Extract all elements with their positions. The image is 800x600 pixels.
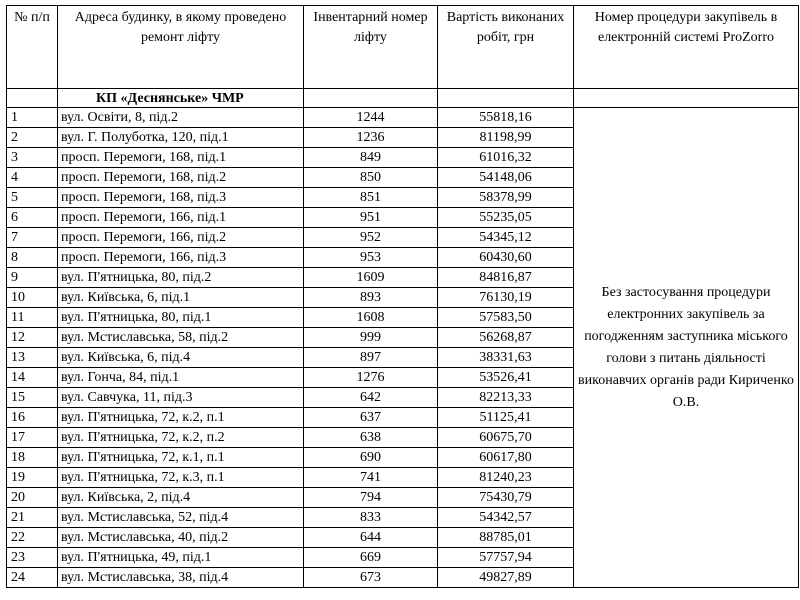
group-label: КП «Деснянське» ЧМР: [58, 89, 304, 108]
row-cost: 51125,41: [438, 408, 574, 428]
row-inventory-number: 642: [304, 388, 438, 408]
row-inventory-number: 741: [304, 468, 438, 488]
row-inventory-number: 638: [304, 428, 438, 448]
row-address: вул. П'ятницька, 72, к.2, п.1: [58, 408, 304, 428]
row-inventory-number: 1236: [304, 128, 438, 148]
row-address: вул. Мстиславська, 40, під.2: [58, 528, 304, 548]
group-empty-cell: [438, 89, 574, 108]
row-inventory-number: 690: [304, 448, 438, 468]
row-inventory-number: 669: [304, 548, 438, 568]
row-cost: 55818,16: [438, 108, 574, 128]
row-cost: 57583,50: [438, 308, 574, 328]
row-number: 21: [7, 508, 58, 528]
row-number: 15: [7, 388, 58, 408]
row-number: 9: [7, 268, 58, 288]
header-row: [7, 6, 799, 89]
row-cost: 56268,87: [438, 328, 574, 348]
row-number: 23: [7, 548, 58, 568]
row-inventory-number: 1608: [304, 308, 438, 328]
row-number: 19: [7, 468, 58, 488]
header-num: № п/п: [7, 6, 58, 89]
row-cost: 88785,01: [438, 528, 574, 548]
row-address: просп. Перемоги, 168, під.1: [58, 148, 304, 168]
row-cost: 60675,70: [438, 428, 574, 448]
row-number: 18: [7, 448, 58, 468]
row-address: вул. Мстиславська, 38, під.4: [58, 568, 304, 588]
row-cost: 53526,41: [438, 368, 574, 388]
row-inventory-number: 849: [304, 148, 438, 168]
row-cost: 61016,32: [438, 148, 574, 168]
row-number: 22: [7, 528, 58, 548]
row-cost: 38331,63: [438, 348, 574, 368]
row-number: 14: [7, 368, 58, 388]
row-inventory-number: 893: [304, 288, 438, 308]
row-inventory-number: 952: [304, 228, 438, 248]
row-cost: 81198,99: [438, 128, 574, 148]
row-address: вул. Мстиславська, 58, під.2: [58, 328, 304, 348]
row-address: вул. П'ятницька, 72, к.1, п.1: [58, 448, 304, 468]
table-row: [7, 108, 799, 128]
row-address: вул. Київська, 6, під.4: [58, 348, 304, 368]
header-address: Адреса будинку, в якому проведено ремонт ліфту: [58, 6, 304, 89]
procedure-note: Без застосування процедури електронних закупівель за погодженням заступника міського голови з питань діяльності виконавчих органів ради Кириченко О.В.: [574, 108, 799, 588]
row-cost: 60617,80: [438, 448, 574, 468]
row-address: просп. Перемоги, 166, під.3: [58, 248, 304, 268]
row-cost: 57757,94: [438, 548, 574, 568]
row-address: вул. Гонча, 84, під.1: [58, 368, 304, 388]
header-inventory: Інвентарний номер ліфту: [304, 6, 438, 89]
header-procedure: Номер процедури закупівель в електронній системі ProZorro: [574, 6, 799, 89]
row-address: просп. Перемоги, 168, під.3: [58, 188, 304, 208]
row-cost: 82213,33: [438, 388, 574, 408]
row-number: 7: [7, 228, 58, 248]
row-inventory-number: 673: [304, 568, 438, 588]
row-cost: 75430,79: [438, 488, 574, 508]
row-inventory-number: 644: [304, 528, 438, 548]
row-inventory-number: 850: [304, 168, 438, 188]
row-inventory-number: 897: [304, 348, 438, 368]
row-inventory-number: 1609: [304, 268, 438, 288]
row-inventory-number: 953: [304, 248, 438, 268]
row-cost: 58378,99: [438, 188, 574, 208]
row-address: вул. П'ятницька, 49, під.1: [58, 548, 304, 568]
row-cost: 76130,19: [438, 288, 574, 308]
row-address: вул. Г. Полуботка, 120, під.1: [58, 128, 304, 148]
row-address: вул. Київська, 2, під.4: [58, 488, 304, 508]
row-number: 5: [7, 188, 58, 208]
row-cost: 54342,57: [438, 508, 574, 528]
row-number: 12: [7, 328, 58, 348]
row-address: просп. Перемоги, 166, під.2: [58, 228, 304, 248]
row-number: 3: [7, 148, 58, 168]
row-address: вул. Савчука, 11, під.3: [58, 388, 304, 408]
row-address: вул. Мстиславська, 52, під.4: [58, 508, 304, 528]
row-cost: 60430,60: [438, 248, 574, 268]
row-cost: 84816,87: [438, 268, 574, 288]
row-number: 24: [7, 568, 58, 588]
row-inventory-number: 833: [304, 508, 438, 528]
row-cost: 81240,23: [438, 468, 574, 488]
repairs-table: [6, 5, 799, 588]
row-inventory-number: 1276: [304, 368, 438, 388]
row-number: 13: [7, 348, 58, 368]
row-number: 8: [7, 248, 58, 268]
row-address: вул. Освіти, 8, під.2: [58, 108, 304, 128]
row-address: вул. П'ятницька, 80, під.1: [58, 308, 304, 328]
table-body: [7, 89, 799, 588]
row-number: 4: [7, 168, 58, 188]
row-address: просп. Перемоги, 168, під.2: [58, 168, 304, 188]
row-address: просп. Перемоги, 166, під.1: [58, 208, 304, 228]
row-inventory-number: 794: [304, 488, 438, 508]
row-inventory-number: 951: [304, 208, 438, 228]
row-address: вул. Київська, 6, під.1: [58, 288, 304, 308]
row-address: вул. П'ятницька, 72, к.3, п.1: [58, 468, 304, 488]
row-number: 2: [7, 128, 58, 148]
row-cost: 54345,12: [438, 228, 574, 248]
group-empty-cell: [7, 89, 58, 108]
row-number: 10: [7, 288, 58, 308]
row-inventory-number: 999: [304, 328, 438, 348]
row-number: 6: [7, 208, 58, 228]
header-cost: Вартість виконаних робіт, грн: [438, 6, 574, 89]
row-cost: 55235,05: [438, 208, 574, 228]
row-cost: 54148,06: [438, 168, 574, 188]
group-row: [7, 89, 799, 108]
row-number: 20: [7, 488, 58, 508]
row-inventory-number: 637: [304, 408, 438, 428]
row-address: вул. П'ятницька, 80, під.2: [58, 268, 304, 288]
row-address: вул. П'ятницька, 72, к.2, п.2: [58, 428, 304, 448]
row-number: 11: [7, 308, 58, 328]
row-number: 16: [7, 408, 58, 428]
group-empty-cell: [574, 89, 799, 108]
row-number: 1: [7, 108, 58, 128]
row-inventory-number: 1244: [304, 108, 438, 128]
row-inventory-number: 851: [304, 188, 438, 208]
row-cost: 49827,89: [438, 568, 574, 588]
row-number: 17: [7, 428, 58, 448]
group-empty-cell: [304, 89, 438, 108]
